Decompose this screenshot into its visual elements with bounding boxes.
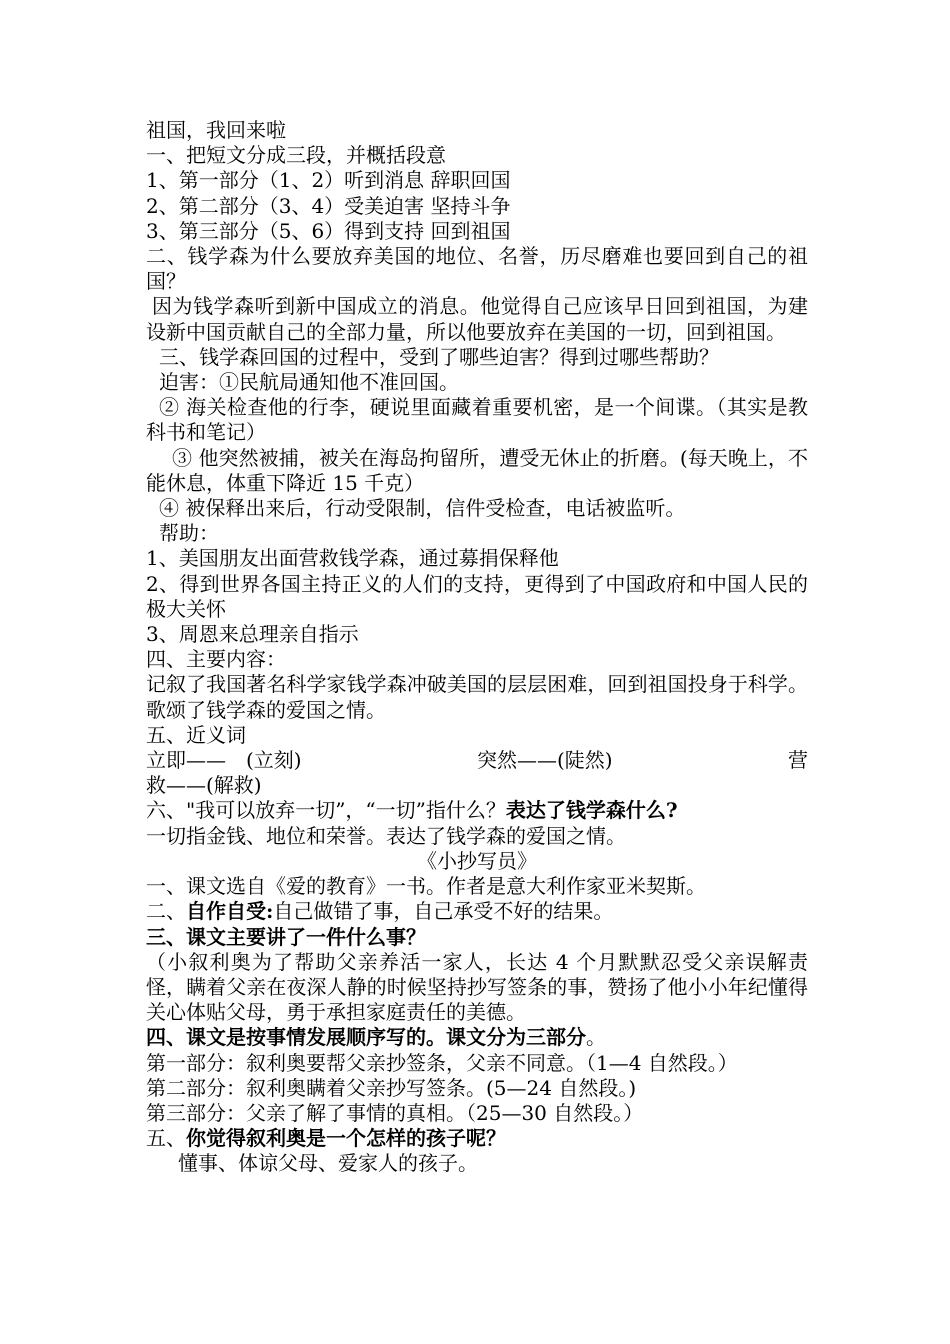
text-line: 一、课文选自《爱的教育》一书。作者是意大利作家亚米契斯。 — [146, 874, 706, 899]
paragraph: 因为钱学森听到新中国成立的消息。他觉得自己应该早日回到祖国，为建设新中国贡献自己的全部力量，所以他要放弃在美国的一切，回到祖国。 — [146, 294, 808, 344]
text-line: 2、第二部分（3、4）受美迫害 坚持斗争 — [146, 193, 511, 218]
item-number: 二、 — [146, 899, 186, 924]
section-heading: 二、钱学森为什么要放弃美国的地位、名誉，历尽磨难也要回到自己的祖国？ — [146, 244, 808, 294]
document-body — [146, 118, 808, 1177]
section-heading: 四、主要内容： — [146, 647, 286, 672]
text-line: 一切指金钱、地位和荣誉。表达了钱学森的爱国之情。 — [146, 823, 626, 848]
text-line: 1、美国朋友出面营救钱学森，通过募捐保释他 — [146, 546, 559, 571]
text-line — [146, 899, 808, 924]
item-number: 五、 — [146, 1126, 186, 1151]
text-line: 第二部分：叙利奥瞒着父亲抄写签条。(5—24 自然段。) — [146, 1075, 637, 1100]
doc-subtitle: 《小抄写员》 — [417, 848, 537, 873]
paragraph: 2、得到世界各国主持正义的人们的支持，更得到了中国政府和中国人民的极大关怀 — [146, 571, 808, 621]
text-line: 懂事、体谅父母、爱家人的孩子。 — [178, 1151, 478, 1176]
synonym-pair: 营 — [788, 748, 808, 773]
text-line: 帮助： — [159, 521, 219, 546]
section-heading — [146, 1025, 808, 1050]
term-bold: 自作自受: — [186, 899, 274, 924]
section-heading — [146, 798, 808, 823]
question-bold: 你觉得叙利奥是一个怎样的孩子呢？ — [186, 1126, 506, 1151]
doc-title: 祖国，我回来啦 — [146, 118, 286, 142]
section-heading: 三、课文主要讲了一件什么事？ — [146, 924, 426, 949]
paragraph: ③ 他突然被捕，被关在海岛拘留所，遭受无休止的折磨。(每天晚上，不能休息，体重下降近 15 千克） — [146, 445, 808, 495]
text-line: 迫害：①民航局通知他不准回国。 — [159, 370, 459, 395]
term-definition: 自己做错了事，自己承受不好的结果。 — [273, 899, 614, 924]
text-line: 3、周恩来总理亲自指示 — [146, 622, 359, 647]
synonym-pair: 立即—— (立刻) — [146, 748, 302, 773]
text-line: 救——(解救) — [146, 773, 262, 798]
section-heading — [146, 1126, 808, 1151]
paragraph: ② 海关检查他的行李，硬说里面藏着重要机密，是一个间谍。（其实是教科书和笔记） — [146, 395, 808, 445]
section-heading: 五、近义词 — [146, 722, 246, 747]
text-line: 1、第一部分（1、2）听到消息 辞职回国 — [146, 168, 511, 193]
text-line: ④ 被保释出来后，行动受限制，信件受检查，电话被监听。 — [159, 496, 686, 521]
section-heading: 三、钱学森回国的过程中，受到了哪些迫害？得到过哪些帮助？ — [159, 344, 719, 369]
text-line: 3、第三部分（5、6）得到支持 回到祖国 — [146, 218, 511, 243]
paragraph: 第一部分：叙利奥要帮父亲抄签条，父亲不同意。（1—4 自然段。） — [146, 1050, 738, 1075]
synonym-row — [146, 748, 808, 773]
punctuation: 。 — [586, 1025, 606, 1050]
text-line: 第三部分：父亲了解了事情的真相。（25—30 自然段。） — [146, 1100, 644, 1125]
question-bold: 表达了钱学森什么? — [505, 798, 678, 823]
question-text: 六、"我可以放弃一切”，“一切”指什么？ — [146, 798, 506, 823]
paragraph: （小叙利奥为了帮助父亲养活一家人，长达 4 个月默默忍受父亲误解责怪，瞒着父亲在夜深人静的时候坚持抄写签条的事，赞扬了他小小年纪懂得关心体贴父母，勇于承担家庭责任的美德。 — [146, 949, 808, 1025]
heading-bold: 四、课文是按事情发展顺序写的。课文分为三部分 — [146, 1025, 586, 1050]
paragraph: 记叙了我国著名科学家钱学森冲破美国的层层困难，回到祖国投身于科学。歌颂了钱学森的爱国之情。 — [146, 672, 808, 722]
synonym-pair: 突然——(陡然) — [477, 748, 613, 773]
section-heading: 一、把短文分成三段，并概括段意 — [146, 143, 446, 168]
